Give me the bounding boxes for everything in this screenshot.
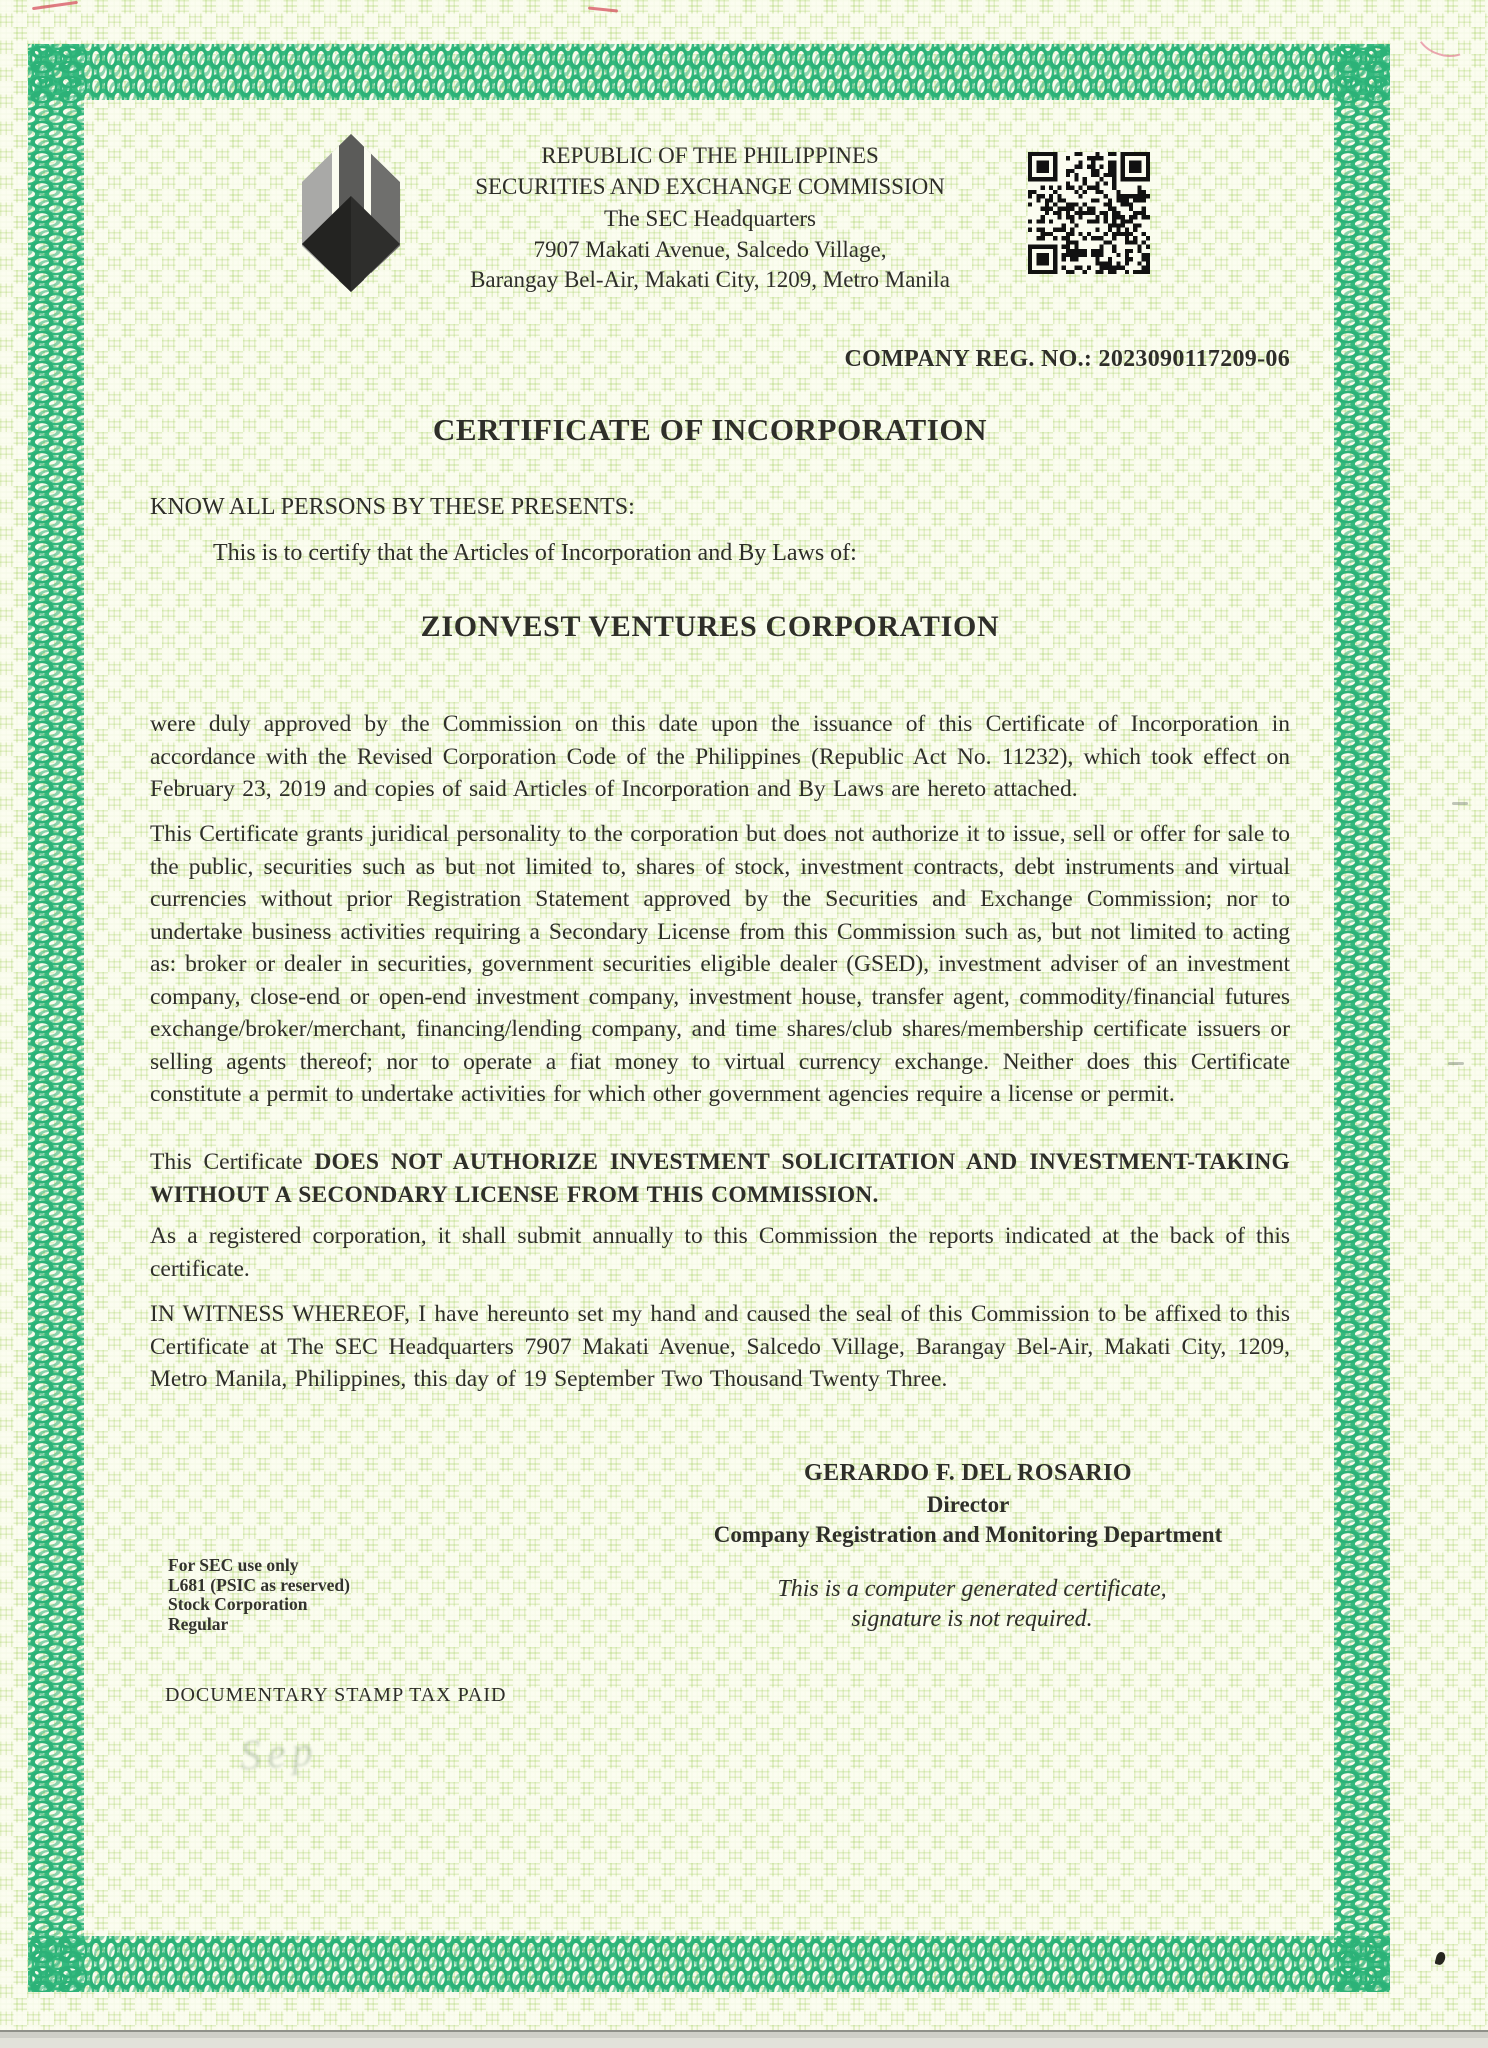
scan-artifact-top-center xyxy=(588,6,618,12)
sec-use-line-3: Stock Corporation xyxy=(168,1594,308,1614)
company-reg-no: COMPANY REG. NO.: 2023090117209-06 xyxy=(844,346,1290,372)
header-agency: SECURITIES AND EXCHANGE COMMISSION xyxy=(475,174,945,199)
document-title: CERTIFICATE OF INCORPORATION xyxy=(432,412,988,447)
company-name: ZIONVEST VENTURES CORPORATION xyxy=(420,610,1000,643)
paragraph-reports: As a registered corporation, it shall submit annually to this Commission the reports indicated at the back of this certificate. xyxy=(150,1223,1290,1282)
header-address-2: Barangay Bel-Air, Makati City, 1209, Metro Manila xyxy=(470,267,950,292)
header-country: REPUBLIC OF THE PHILIPPINES xyxy=(541,143,879,168)
header-office: The SEC Headquarters xyxy=(603,206,817,231)
scan-artifact-bottom-right xyxy=(1435,1951,1447,1966)
border-right xyxy=(1334,44,1390,1992)
computer-generated-note-2: signature is not required. xyxy=(851,1606,1093,1632)
header-address-1: 7907 Makati Avenue, Salcedo Village, xyxy=(533,237,887,262)
authorization-bold-text: DOES NOT AUTHORIZE INVESTMENT SOLICITATION AND INVESTMENT-TAKING WITHOUT A SECONDARY LICENSE FROM THIS COMMISSION. xyxy=(150,1149,1290,1208)
ghost-watermark: Sep xyxy=(238,1728,321,1780)
signatory-department: Company Registration and Monitoring Department xyxy=(713,1522,1223,1547)
paragraph-authorization xyxy=(150,1146,1290,1212)
salutation-line: KNOW ALL PERSONS BY THESE PRESENTS: xyxy=(150,494,635,520)
authorization-prefix: This Certificate xyxy=(150,1149,315,1175)
border-bottom xyxy=(28,1936,1390,1992)
border-top xyxy=(28,44,1390,100)
border-left xyxy=(28,44,84,1992)
documentary-stamp-label: DOCUMENTARY STAMP TAX PAID xyxy=(165,1684,507,1706)
sec-use-line-2: L681 (PSIC as reserved) xyxy=(168,1574,350,1595)
scan-artifact-top-right xyxy=(1411,10,1476,63)
sec-use-line-4: Regular xyxy=(168,1613,229,1634)
scan-artifact-right-2 xyxy=(1448,1062,1464,1065)
paper-edge xyxy=(0,2030,1488,2048)
paragraph-approval: were duly approved by the Commission on this date upon the issuance of this Certificate of Incorporation in accordance with the Revised Corporation Code of the Philippines (Republic Act No. 11232), which took effect on February 23, 2019 and copies of said Articles of Incorporation and By Laws are hereto attached. xyxy=(150,711,1290,802)
certify-line: This is to certify that the Articles of Incorporation and By Laws of: xyxy=(213,540,857,566)
sec-use-line-1: For SEC use only xyxy=(168,1555,299,1575)
paragraph-limitations: This Certificate grants juridical personality to the corporation but does not authorize it to issue, sell or offer for sale to the public, securities such as but not limited to, shares of stock, investment contracts, debt instruments and virtual currencies without prior Registration Statement approved by the Securities and Exchange Commission; nor to undertake business activities requiring a Secondary License from this Commission such as, but not limited to acting as: broker or dealer in securities, government securities eligible dealer (GSED), investment adviser of an investment company, close-end or open-end investment company, investment house, transfer agent, commodity/financial futures exchange/broker/merchant, financing/lending company, and time shares/club shares/membership certificate issuers or selling agents thereof; nor to operate a fiat money to virtual currency exchange. Neither does this Certificate constitute a permit to undertake activities for which other government agencies require a license or permit. xyxy=(150,821,1290,1107)
signatory-name: GERARDO F. DEL ROSARIO xyxy=(804,1460,1132,1486)
paragraph-witness: IN WITNESS WHEREOF, I have hereunto set my hand and caused the seal of this Commission to be affixed to this Certificate at The SEC Headquarters 7907 Makati Avenue, Salcedo Village, Barangay Bel-Air, Makati City, 1209, Metro Manila, Philippines, this day of 19 September Two Thousand Twenty Three. xyxy=(150,1301,1290,1392)
computer-generated-note-1: This is a computer generated certificate, xyxy=(777,1576,1167,1602)
sec-use-block xyxy=(168,1556,350,1634)
scan-artifact-right-1 xyxy=(1452,802,1468,805)
scan-artifact-top-left xyxy=(32,1,78,10)
signatory-position: Director xyxy=(926,1492,1010,1517)
